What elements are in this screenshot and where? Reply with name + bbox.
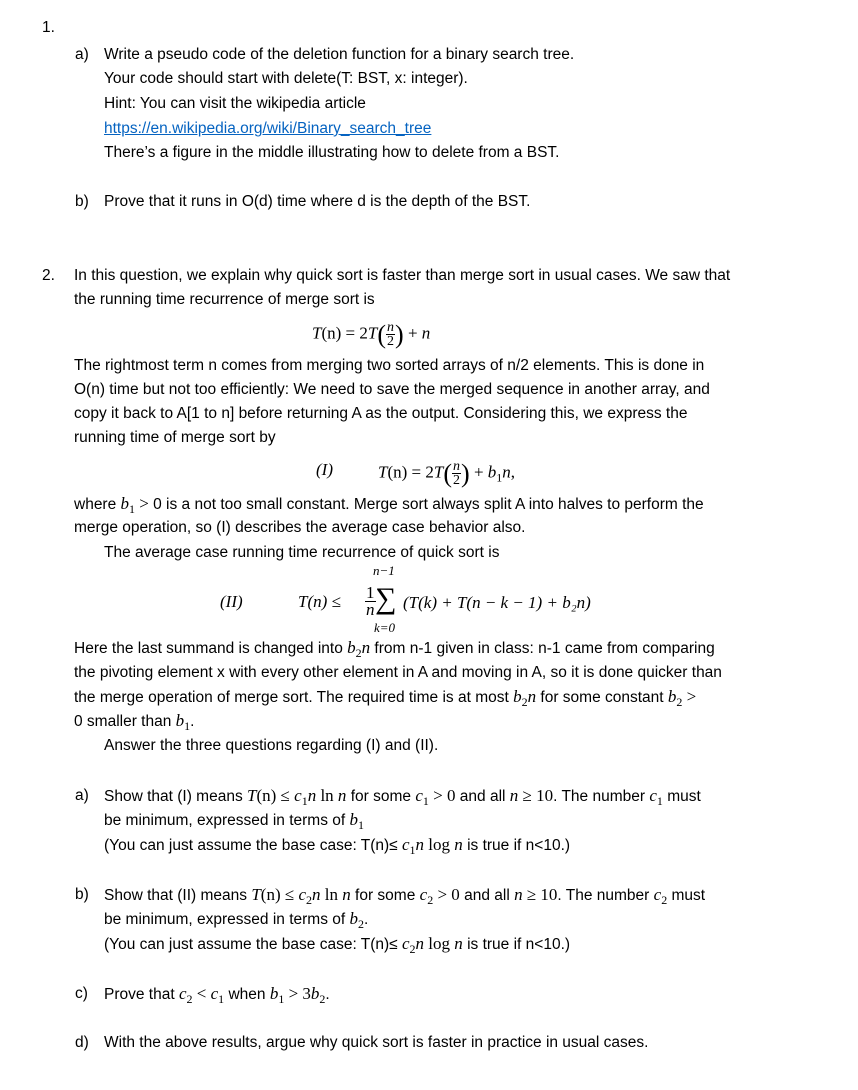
math-segment: n — [421, 323, 431, 343]
text-segment: O(n) time but not too efficiently: We need to save the merged sequence in another array, and — [74, 381, 710, 398]
text-segment: be minimum, expressed in terms of — [104, 812, 350, 829]
fraction: ( $\frac{n}{2}$ ) — [443, 458, 470, 488]
q2-part-b-label: b) — [75, 886, 89, 903]
math-subscript: 2 — [358, 917, 365, 932]
math-segment: c — [294, 786, 302, 805]
math-segment: n — [502, 462, 511, 482]
equation-II-label: (II) — [220, 592, 243, 611]
q1-b-line — [104, 192, 530, 212]
text-segment: There’s a figure in the middle illustrating how to delete from a BST. — [104, 144, 560, 161]
math-segment: log — [424, 835, 455, 854]
text-segment: Show that (I) means — [104, 788, 248, 805]
math-segment: T — [312, 323, 322, 343]
math-segment: n — [311, 885, 321, 904]
math-subscript: 1 — [422, 794, 429, 809]
math-subscript: 1 — [301, 794, 308, 809]
fraction-denominator: n — [366, 600, 375, 619]
question-1-number: 1. — [42, 19, 55, 36]
text-segment: The rightmost term n comes from merging two sorted arrays of n/2 elements. This is done in — [74, 357, 705, 374]
text-segment: copy it back to A[1 to n] before returning A as the output. Considering this, we express the — [74, 405, 688, 422]
math-subscript: 2 — [409, 942, 416, 957]
q2-intro-line — [74, 290, 375, 310]
math-subscript: 2 — [186, 992, 193, 1007]
q2-part-a-label: a) — [75, 787, 89, 804]
math-segment: > 3 — [284, 984, 311, 1003]
text-segment: be minimum, expressed in terms of — [104, 911, 350, 928]
math-segment: T — [247, 786, 257, 805]
math-subscript: 1 — [218, 992, 225, 1007]
text-segment: 0 smaller than — [74, 713, 176, 730]
math-segment: ln — [316, 786, 338, 805]
text-segment: when — [224, 986, 270, 1003]
math-segment: log — [424, 934, 455, 953]
text-segment: 0 is a not too small constant. Merge sort always split A into halves to perform the — [153, 496, 704, 513]
math-segment: c — [649, 786, 657, 805]
equation-II-rhs: (T(k) + T(n − k − 1) + b₂n) — [403, 593, 591, 612]
text-segment: With the above results, argue why quick sort is faster in practice in usual cases. — [104, 1034, 649, 1051]
q2-text-line: The average case running time recurrence of quick sort is — [104, 544, 500, 561]
math-segment: (n) ≤ — [260, 885, 299, 904]
summation-icon: ∑ — [375, 582, 397, 615]
fraction: ( $\frac{n}{2}$ ) — [377, 319, 404, 349]
math-segment: + — [403, 323, 422, 343]
q1-a-line — [104, 45, 574, 65]
math-segment: c — [402, 934, 410, 953]
q2-intro-line — [74, 266, 730, 286]
fraction-numerator: n — [453, 459, 461, 474]
q1-part-b-label: b) — [75, 193, 89, 210]
q2-part-d-label: d) — [75, 1034, 89, 1051]
q2-b-line — [104, 934, 571, 957]
math-segment: (n) = 2 — [387, 462, 434, 482]
math-subscript: 2 — [661, 893, 668, 908]
q1-part-a-label: a) — [75, 46, 89, 63]
math-segment: > — [135, 494, 154, 513]
math-subscript: 1 — [656, 794, 663, 809]
math-subscript: 1 — [129, 502, 136, 517]
q2-c-line — [104, 984, 330, 1007]
math-subscript: 2 — [676, 695, 683, 710]
q1-a-line — [104, 69, 468, 89]
text-segment: Show that (II) means — [104, 887, 252, 904]
q2-text-line — [74, 380, 710, 400]
math-segment: b — [269, 984, 279, 1003]
q2-a-line — [104, 835, 571, 858]
q2-part-c-label: c) — [75, 985, 88, 1002]
math-segment: n — [454, 934, 463, 953]
text-segment: Prove that — [104, 986, 179, 1003]
text-segment: for some constant — [536, 689, 668, 706]
math-segment: > — [682, 687, 697, 706]
fraction-numerator: 1 — [366, 583, 375, 602]
math-segment: n — [415, 934, 425, 953]
text-segment: Here the last summand is changed into — [74, 640, 348, 657]
math-segment: n — [342, 885, 351, 904]
q2-b-line — [104, 909, 369, 932]
text-segment: must — [667, 887, 706, 904]
equation-I — [378, 458, 516, 488]
math-segment: n — [454, 835, 463, 854]
fraction-denominator: 2 — [387, 334, 395, 349]
text-segment: . — [364, 911, 369, 928]
text-segment: In this question, we explain why quick sort is faster than merge sort in usual cases. We saw that — [74, 267, 731, 284]
text-segment: for some — [346, 788, 416, 805]
text-segment: the running time recurrence of merge sort is — [74, 291, 375, 308]
math-subscript: 1 — [358, 818, 365, 833]
q2-text-line: Answer the three questions regarding (I) and (II). — [104, 737, 439, 754]
math-subscript: 2 — [305, 893, 312, 908]
math-segment: c — [419, 885, 428, 904]
text-segment: the pivoting element x with every other element in A and moving in A, so it is done quicker than — [74, 664, 722, 681]
math-subscript: 2 — [319, 992, 326, 1007]
math-segment: n — [361, 638, 371, 657]
math-segment: b — [310, 984, 320, 1003]
text-segment: is true if n<10.) — [462, 837, 571, 854]
q2-text-line — [74, 663, 722, 683]
math-segment: ≥ 10 — [522, 885, 558, 904]
math-segment: + — [469, 462, 488, 482]
q2-a-line — [104, 786, 701, 809]
q2-text-line — [74, 356, 704, 376]
text-segment: must — [662, 788, 701, 805]
math-segment: b — [487, 462, 497, 482]
math-segment: b — [175, 711, 185, 730]
math-segment: n — [415, 835, 425, 854]
math-segment: b — [513, 687, 522, 706]
math-segment: c — [210, 984, 219, 1003]
text-segment: and all — [459, 887, 515, 904]
text-segment: and all — [455, 788, 510, 805]
math-subscript: 2 — [355, 646, 362, 661]
math-subscript: 1 — [409, 843, 416, 858]
math-subscript: 1 — [278, 992, 285, 1007]
math-segment: n — [514, 885, 523, 904]
q1-a-line — [104, 94, 366, 114]
math-segment: > 0 — [428, 786, 456, 805]
sum-lower-limit: k=0 — [374, 620, 396, 635]
math-segment: c — [653, 885, 662, 904]
text-segment: Prove that it runs in O(d) time where d is the depth of the BST. — [104, 193, 531, 210]
math-segment: T — [367, 323, 378, 343]
text-segment: is true if n<10.) — [462, 936, 571, 953]
math-segment: T — [378, 462, 388, 482]
math-subscript: 1 — [184, 719, 191, 734]
q2-d-line — [104, 1033, 648, 1053]
sum-upper-limit: n−1 — [373, 563, 395, 578]
math-segment: b — [349, 810, 359, 829]
math-segment: T — [251, 885, 261, 904]
equation-II-lhs: T(n) ≤ — [298, 592, 341, 611]
q2-text-line — [74, 428, 276, 448]
text-segment: . — [325, 986, 330, 1003]
math-subscript: 2 — [427, 893, 434, 908]
q2-text-line — [74, 638, 715, 661]
math-segment: n — [337, 786, 347, 805]
merge-sort-recurrence — [312, 319, 431, 349]
text-segment: for some — [350, 887, 420, 904]
text-segment: . The number — [557, 887, 654, 904]
math-segment: b — [347, 638, 356, 657]
wikipedia-link[interactable]: https://en.wikipedia.org/wiki/Binary_search_tree — [104, 120, 432, 137]
text-segment: Hint: You can visit the wikipedia article — [104, 95, 366, 112]
text-segment: Your code should start with delete(T: BST, x: integer). — [104, 70, 468, 87]
q2-a-line — [104, 810, 365, 833]
text-segment: (You can just assume the base case: T(n)≤ — [104, 936, 402, 953]
math-segment: , — [510, 462, 516, 482]
q1-a-line — [104, 143, 559, 163]
math-segment: c — [298, 885, 306, 904]
text-segment: (You can just assume the base case: T(n)≤ — [104, 837, 402, 854]
text-segment: running time of merge sort by — [74, 429, 276, 446]
q2-b-line — [104, 885, 706, 908]
math-segment: > 0 — [433, 885, 460, 904]
q2-text-line — [74, 711, 195, 734]
text-segment: . — [190, 713, 195, 730]
text-segment: from n-1 given in class: n-1 came from comparing — [370, 640, 715, 657]
math-segment: (n) = 2 — [321, 323, 368, 343]
math-subscript: 1 — [496, 470, 503, 485]
fraction-numerator: n — [387, 320, 395, 335]
math-segment: b — [349, 909, 359, 928]
question-2-number: 2. — [42, 267, 55, 284]
equation-II-fraction — [365, 585, 376, 618]
math-segment: c — [178, 984, 187, 1003]
q2-text-line — [74, 494, 704, 517]
math-segment: n — [307, 786, 317, 805]
math-segment: n — [509, 786, 519, 805]
q2-text-line — [74, 687, 697, 710]
fraction-denominator: 2 — [453, 473, 461, 488]
q1-a-link-line — [104, 119, 431, 139]
math-subscript: 2 — [521, 695, 528, 710]
text-segment: merge operation, so (I) describes the average case behavior also. — [74, 519, 526, 536]
text-segment: . The number — [553, 788, 650, 805]
math-segment: n — [527, 687, 537, 706]
math-segment: ln — [320, 885, 343, 904]
math-segment: (n) ≤ — [256, 786, 295, 805]
math-segment: ≥ 10 — [518, 786, 554, 805]
text-segment: the merge operation of merge sort. The required time is at most — [74, 689, 514, 706]
math-segment: c — [415, 786, 423, 805]
math-segment: c — [402, 835, 410, 854]
math-segment: b — [120, 494, 130, 513]
text-segment: where — [74, 496, 121, 513]
math-segment: < — [192, 984, 211, 1003]
q2-text-line — [74, 404, 687, 424]
equation-I-label: (I) — [316, 460, 333, 479]
math-segment: b — [667, 687, 677, 706]
math-segment: T — [433, 462, 444, 482]
text-segment: Write a pseudo code of the deletion function for a binary search tree. — [104, 46, 575, 63]
q2-text-line — [74, 518, 525, 538]
